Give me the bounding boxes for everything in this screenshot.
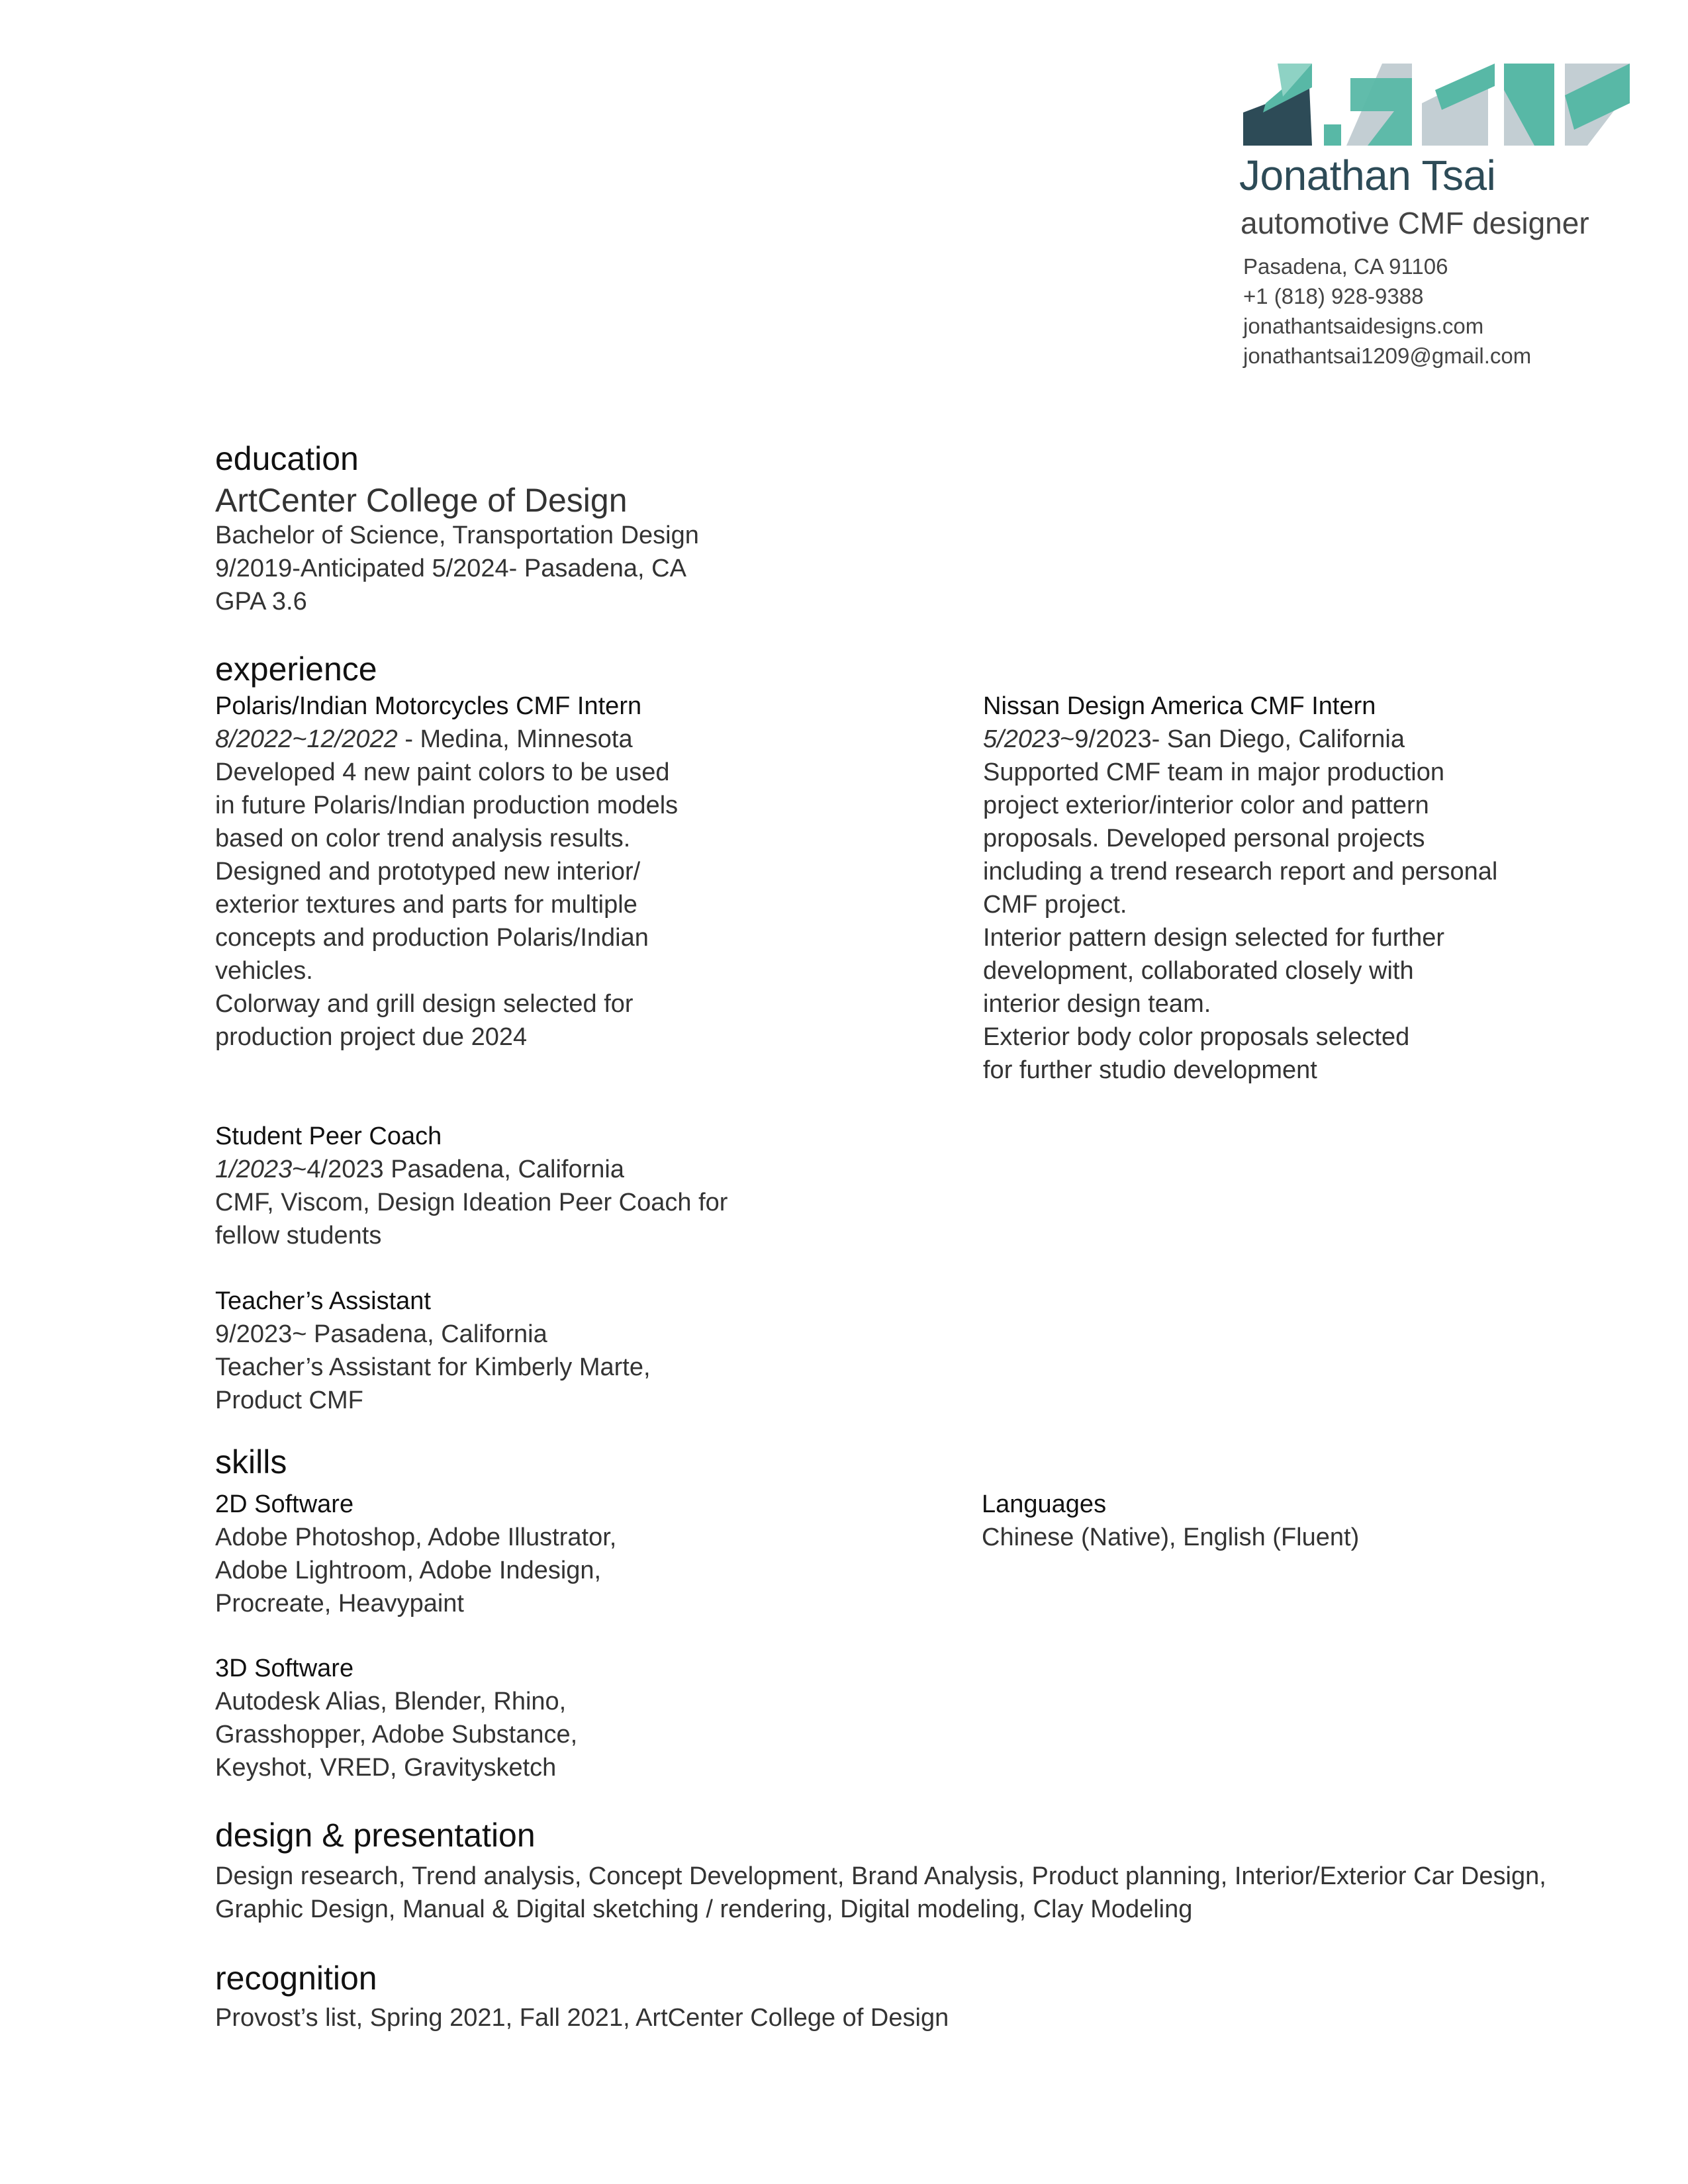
job-desc-line: exterior textures and parts for multiple: [215, 891, 637, 919]
recognition-block: [215, 2001, 949, 2034]
education-heading: education: [215, 440, 359, 477]
job-desc-line: in future Polaris/Indian production models: [215, 792, 679, 819]
design-heading: design & presentation: [215, 1817, 536, 1854]
skills-heading: skills: [215, 1443, 287, 1480]
job-dates: [983, 723, 1497, 756]
job-desc-line: including a trend research report and personal: [983, 858, 1498, 886]
job-desc-line: based on color trend analysis results.: [215, 825, 631, 852]
skill-title: 3D Software: [215, 1655, 354, 1682]
skill-title: Languages: [982, 1490, 1107, 1518]
job-desc-line: Exterior body color proposals selected: [983, 1023, 1410, 1051]
education-block: [215, 482, 699, 618]
role-subtitle: automotive CMF designer: [1241, 206, 1589, 240]
skill-line: Grasshopper, Adobe Substance,: [215, 1721, 578, 1749]
job-date-range: 8/2022~12/2022: [215, 725, 398, 753]
job-desc-line: vehicles.: [215, 957, 313, 985]
geometric-teal-logo-icon: [1243, 64, 1630, 146]
skill-line: Adobe Photoshop, Adobe Illustrator,: [215, 1524, 617, 1551]
job-desc-line: CMF project.: [983, 891, 1127, 919]
job-location: ~9/2023- San Diego, California: [1060, 725, 1405, 753]
ta-experience: [215, 1285, 651, 1417]
peer-coach-experience: [215, 1120, 727, 1252]
job-desc-line: Product CMF: [215, 1387, 363, 1414]
job-desc-line: Colorway and grill design selected for: [215, 990, 633, 1018]
job-date-range: 1/2023: [215, 1156, 293, 1183]
job-desc-line: proposals. Developed personal projects: [983, 825, 1425, 852]
address: Pasadena, CA 91106: [1243, 254, 1448, 279]
design-line: Design research, Trend analysis, Concept Development, Brand Analysis, Product planning, Interior/Exterior Car Design,: [215, 1862, 1546, 1890]
gpa: GPA 3.6: [215, 588, 307, 615]
recognition-line: Provost’s list, Spring 2021, Fall 2021, ArtCenter College of Design: [215, 2004, 949, 2032]
skill-line: Adobe Lightroom, Adobe Indesign,: [215, 1557, 602, 1584]
job-desc-line: Supported CMF team in major production: [983, 758, 1444, 786]
phone: +1 (818) 928-9388: [1243, 284, 1424, 308]
job-location: - Medina, Minnesota: [397, 725, 633, 753]
experience-heading: experience: [215, 651, 377, 688]
nissan-experience: [983, 690, 1497, 1087]
design-block: [215, 1860, 1546, 1926]
skill-line: Chinese (Native), English (Fluent): [982, 1524, 1360, 1551]
job-desc-line: concepts and production Polaris/Indian: [215, 924, 649, 952]
skill-line: Procreate, Heavypaint: [215, 1590, 464, 1617]
job-desc-line: Developed 4 new paint colors to be used: [215, 758, 670, 786]
school-name: ArtCenter College of Design: [215, 482, 628, 519]
job-title: Student Peer Coach: [215, 1122, 442, 1150]
job-desc-line: fellow students: [215, 1222, 382, 1250]
recognition-heading: recognition: [215, 1960, 377, 1997]
job-date-range: 5/2023: [983, 725, 1060, 753]
software-2d-block: [215, 1488, 616, 1620]
job-title: Teacher’s Assistant: [215, 1287, 431, 1315]
website-link[interactable]: jonathantsaidesigns.com: [1243, 314, 1484, 338]
job-desc-line: production project due 2024: [215, 1023, 528, 1051]
contact-info: [1243, 251, 1531, 371]
job-title: Nissan Design America CMF Intern: [983, 692, 1376, 720]
job-desc-line: CMF, Viscom, Design Ideation Peer Coach for: [215, 1189, 728, 1216]
job-location: ~4/2023 Pasadena, California: [292, 1156, 624, 1183]
job-dates: 9/2023~ Pasadena, California: [215, 1320, 547, 1348]
polaris-experience: [215, 690, 678, 1054]
job-desc-line: interior design team.: [983, 990, 1211, 1018]
education-dates: 9/2019-Anticipated 5/2024- Pasadena, CA: [215, 555, 686, 582]
job-desc-line: Interior pattern design selected for further: [983, 924, 1445, 952]
skill-title: 2D Software: [215, 1490, 354, 1518]
job-dates: [215, 723, 678, 756]
job-desc-line: development, collaborated closely with: [983, 957, 1414, 985]
skill-line: Keyshot, VRED, Gravitysketch: [215, 1754, 557, 1782]
job-dates: [215, 1153, 727, 1186]
languages-block: [982, 1488, 1359, 1554]
skill-line: Autodesk Alias, Blender, Rhino,: [215, 1688, 567, 1715]
job-desc-line: for further studio development: [983, 1056, 1317, 1084]
name-heading: Jonathan Tsai: [1239, 152, 1496, 199]
email-link[interactable]: jonathantsai1209@gmail.com: [1243, 343, 1532, 368]
job-title: Polaris/Indian Motorcycles CMF Intern: [215, 692, 642, 720]
job-desc-line: Designed and prototyped new interior/: [215, 858, 641, 886]
degree: Bachelor of Science, Transportation Design: [215, 522, 699, 549]
job-desc-line: project exterior/interior color and pattern: [983, 792, 1429, 819]
software-3d-block: [215, 1652, 577, 1784]
design-line: Graphic Design, Manual & Digital sketching / rendering, Digital modeling, Clay Modeling: [215, 1895, 1193, 1923]
job-desc-line: Teacher’s Assistant for Kimberly Marte,: [215, 1353, 651, 1381]
